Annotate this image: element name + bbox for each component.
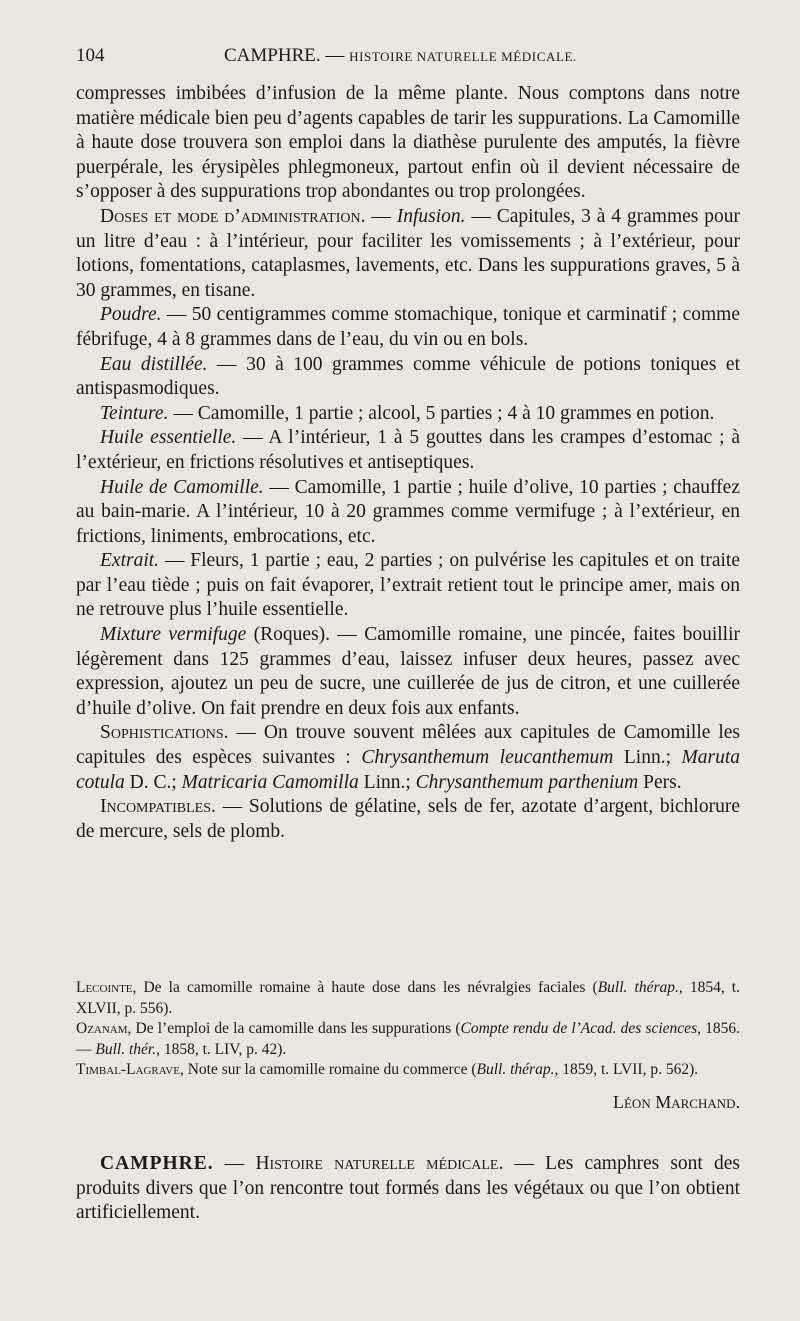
term: Poudre. xyxy=(100,304,162,326)
bibliography xyxy=(76,978,740,1081)
paragraph-poudre: Poudre. — 50 centigrammes comme stomachique, tonique et carminatif ; comme fébrifuge, 4 à 8 grammes dans de l’eau, du vin ou en bols. xyxy=(76,304,740,350)
species-name: Maruta cotula xyxy=(76,747,741,793)
entry-camphre: CAMPHRE. — Histoire naturelle médicale. — Les camphres sont des produits divers que l’on rencontre tout formés dans les végétaux ou que l’on obtient artificiellement. xyxy=(76,1153,741,1224)
header-subtitle: HISTOIRE NATURELLE MÉDICALE. xyxy=(349,49,577,64)
paragraph: compresses imbibées d’infusion de la même plante. Nous comptons dans notre matière médicale bien peu d’agents capables de tarir les suppurations. La Camomille à haute dose trouvera son emploi dans la diathèse purulente des amputés, la fièvre puerpérale, les érysipèles phlegmoneux, partout enfin où il devient nécessaire de s’opposer à des suppurations trop abondantes ou trop prolongées. xyxy=(76,83,740,203)
term: Huile essentielle. xyxy=(100,427,237,449)
term-infusion: Infusion. xyxy=(396,205,466,227)
term: Extrait. xyxy=(100,550,160,572)
ref-author: Ozanam xyxy=(76,1020,128,1037)
ref-author: Timbal-Lagrave xyxy=(76,1061,180,1078)
paragraph-huile-camomille: Huile de Camomille. — Camomille, 1 partie ; huile d’olive, 10 parties ; chauffez au bain-marie. A l’intérieur, 10 à 20 grammes comme vermifuge ; à l’extérieur, en frictions, liniments, embrocations, etc. xyxy=(76,476,740,547)
paragraph-eau-distillee: Eau distillée. — 30 à 100 grammes comme véhicule de potions toniques et antispasmodiques. xyxy=(76,353,740,400)
reference: Timbal-Lagrave, Note sur la camomille romaine du commerce (Bull. thérap., 1859, t. LVII, p. 562). xyxy=(76,1061,699,1078)
ref-journal: Compte rendu de l’Acad. des sciences xyxy=(460,1020,698,1037)
entry-title: CAMPHRE. xyxy=(100,1153,214,1174)
header-separator: — xyxy=(320,45,350,66)
new-entry xyxy=(76,1152,740,1226)
term: Teinture. xyxy=(100,402,169,424)
term: Mixture vermifuge xyxy=(100,624,247,646)
section-label: Doses et mode d’administration. xyxy=(100,205,366,227)
species-name: Matricaria Camomilla xyxy=(181,771,359,793)
main-text xyxy=(76,82,740,844)
species-name: Chrysanthemum leucanthemum xyxy=(361,747,614,769)
ref-journal: Bull. thérap. xyxy=(597,979,679,996)
paragraph-extrait: Extrait. — Fleurs, 1 partie ; eau, 2 parties ; on pulvérise les capitules et on traite par l’eau tiède ; puis on fait évaporer, l’extrait retient tout le principe amer, mais on ne retrouve plus l’huile essentielle. xyxy=(76,550,740,621)
reference: Ozanam, De l’emploi de la camomille dans les suppurations (Compte rendu de l’Acad. des sciences, 1856. — Bull. thér., 1858, t. LIV, p. 42). xyxy=(76,1020,740,1058)
signature: Léon Marchand. xyxy=(613,1092,740,1112)
running-header xyxy=(76,44,740,69)
ref-journal: Bull. thérap. xyxy=(476,1061,555,1078)
entry-section-label: Histoire naturelle médicale. xyxy=(255,1153,504,1174)
term: Huile de Camomille. xyxy=(100,476,264,498)
species-name: Chrysanthemum parthenium xyxy=(415,771,639,793)
paragraph-sophistications: Sophistications. — On trouve souvent mêlées aux capitules de Camomille les capitules des espèces suivantes : Chrysanthemum leucanthemum Linn.; Maruta cotula D. C.; Matricaria Camomilla Linn.; Chrysanthemum parthenium Pers. xyxy=(76,722,741,793)
paragraph-doses: Doses et mode d’administration. — Infusion. — Capitules, 3 à 4 grammes pour un litre d’eau : à l’intérieur, pour faciliter les vomissements ; à l’extérieur, pour lotions, fomentations, cataplasmes, lavements, etc. Dans les suppurations graves, 5 à 30 grammes, en tisane. xyxy=(76,205,740,301)
paragraph-mixture: Mixture vermifuge (Roques). — Camomille romaine, une pincée, faites bouillir légèrement dans 125 grammes d’eau, laissez infuser deux heures, passez avec expression, ajoutez un peu de sucre, une cuillerée de jus de citron, et une cuillerée d’huile d’olive. On fait prendre en deux fois aux enfants. xyxy=(76,624,740,719)
header-title: CAMPHRE. xyxy=(224,45,321,66)
section-label: Sophistications. xyxy=(100,722,229,744)
term: Eau distillée. xyxy=(100,353,208,375)
ref-author: Lecointe xyxy=(76,979,133,996)
paragraph-teinture: Teinture. — Camomille, 1 partie ; alcool, 5 parties ; 4 à 10 grammes en potion. xyxy=(100,402,715,424)
reference: Lecointe, De la camomille romaine à haute dose dans les névralgies faciales (Bull. thérap., 1854, t. XLVII, p. 556). xyxy=(76,979,740,1017)
page-number: 104 xyxy=(76,45,105,66)
paragraph-huile-essentielle: Huile essentielle. — A l’intérieur, 1 à 5 gouttes dans les crampes d’estomac ; à l’extérieur, en frictions résolutives et antiseptiques. xyxy=(76,427,740,473)
ref-journal: Bull. thér. xyxy=(95,1040,157,1058)
section-label: Incompatibles. xyxy=(100,796,216,818)
paragraph-incompatibles: Incompatibles. — Solutions de gélatine, sels de fer, azotate d’argent, bichlorure de mercure, sels de plomb. xyxy=(76,796,740,842)
